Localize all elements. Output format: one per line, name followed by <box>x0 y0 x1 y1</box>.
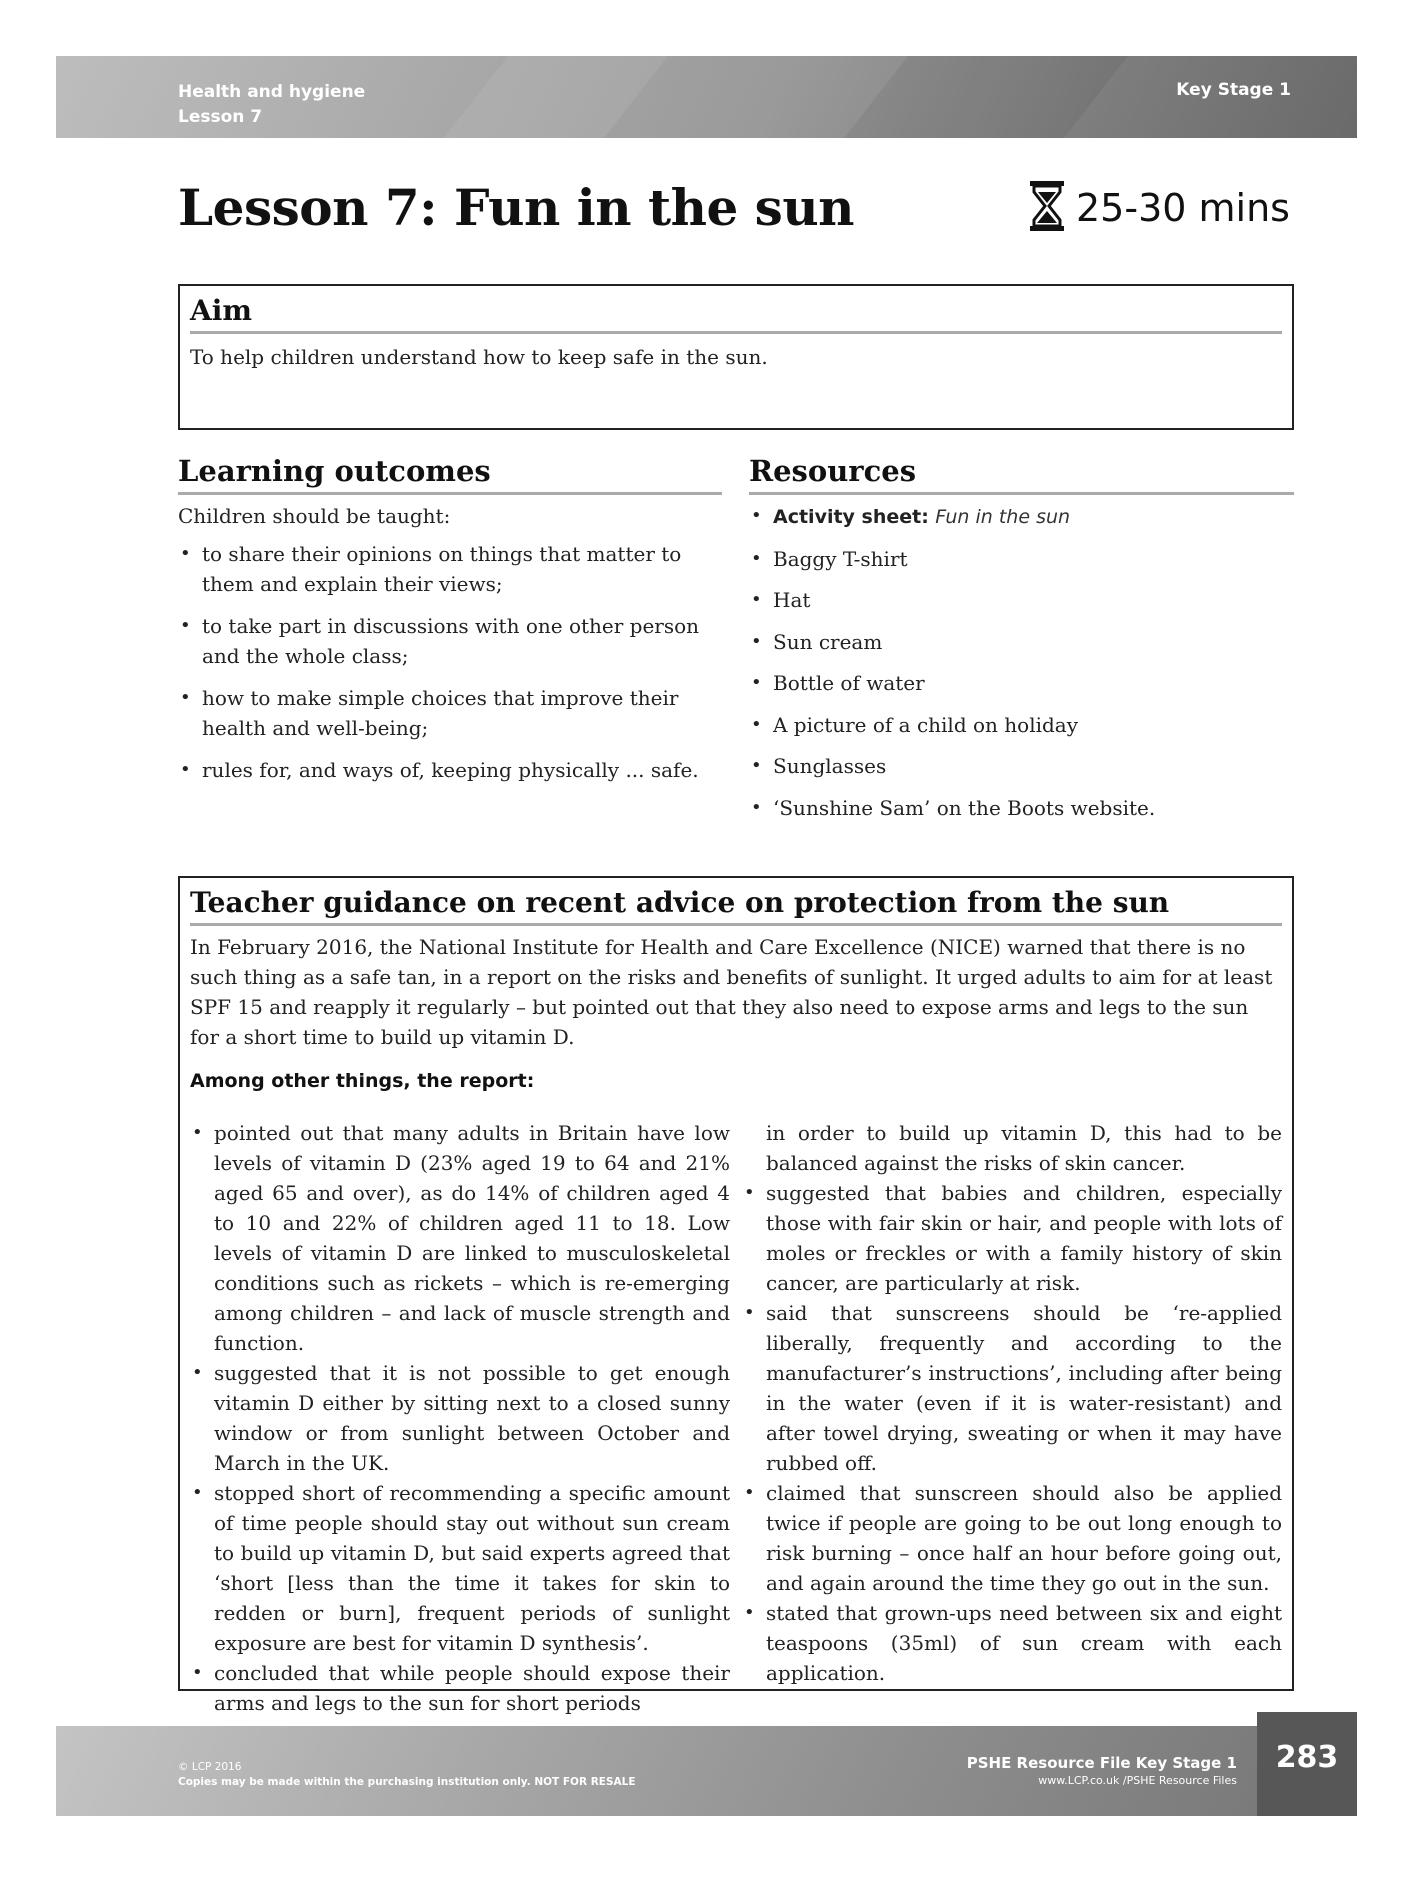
header-band <box>56 56 1357 138</box>
learning-outcomes-list <box>178 539 722 785</box>
teacher-guidance-box <box>178 876 1294 1715</box>
list-item <box>749 501 1294 532</box>
list-item: • how to make simple choices that improve their health and well-being; <box>178 683 722 743</box>
footer-product-block <box>967 1754 1237 1787</box>
learning-outcomes-section <box>178 454 722 797</box>
footer-band <box>56 1726 1257 1816</box>
activity-sheet-label: Activity sheet: <box>773 506 929 528</box>
footer-copyright-block <box>178 1760 636 1790</box>
aim-heading: Aim <box>190 294 1282 334</box>
list-item: • A picture of a child on holiday <box>749 710 1294 740</box>
list-item: • suggested that babies and children, especially those with fair skin or hair, and people with lots of moles or freckles or with a family history of skin cancer, are particularly at risk. <box>742 1178 1282 1298</box>
list-item: • Bottle of water <box>749 668 1294 698</box>
guidance-left-column <box>190 1118 730 1718</box>
activity-sheet-title: Fun in the sun <box>935 506 1071 528</box>
hourglass-icon <box>1028 180 1066 236</box>
guidance-heading: Teacher guidance on recent advice on protection from the sun <box>190 886 1282 926</box>
list-item: • Hat <box>749 585 1294 615</box>
duration <box>1028 180 1290 236</box>
list-item: • concluded that while people should expose their arms and legs to the sun for short periods <box>190 1658 730 1718</box>
aim-box <box>178 284 1294 430</box>
list-item: • Baggy T-shirt <box>749 544 1294 574</box>
list-item: • ‘Sunshine Sam’ on the Boots website. <box>749 793 1294 823</box>
header-key-stage: Key Stage 1 <box>1176 80 1291 100</box>
guidance-right-list <box>742 1178 1282 1688</box>
list-item: • rules for, and ways of, keeping physically ... safe. <box>178 755 722 785</box>
list-item: • Sun cream <box>749 627 1294 657</box>
header-topic-block <box>178 80 365 130</box>
guidance-subheading: Among other things, the report: <box>190 1070 535 1092</box>
list-item: • claimed that sunscreen should also be applied twice if people are going to be out long enough to risk burning – once half an hour before going out, and again around the time they go out in the sun. <box>742 1478 1282 1598</box>
page-number-box <box>1257 1712 1357 1816</box>
guidance-columns <box>190 1118 1282 1718</box>
list-item: • stopped short of recommending a specific amount of time people should stay out without sun cream to build up vitamin D, but said experts agreed that ‘short [less than the time it takes for skin to redden or burn], frequent periods of sunlight exposure are best for vitamin D synthesis’. <box>190 1478 730 1658</box>
list-item: • to take part in discussions with one other person and the whole class; <box>178 611 722 671</box>
header-topic: Health and hygiene <box>178 82 366 102</box>
guidance-right-column <box>742 1118 1282 1718</box>
resources-section <box>749 454 1294 834</box>
list-item: • stated that grown-ups need between six and eight teaspoons (35ml) of sun cream with each application. <box>742 1598 1282 1688</box>
guidance-left-list <box>190 1118 730 1718</box>
page-title: Lesson 7: Fun in the sun <box>178 178 855 237</box>
aim-text: To help children understand how to keep safe in the sun. <box>190 345 768 369</box>
list-item: • suggested that it is not possible to get enough vitamin D either by sitting next to a closed sunny window or from sunlight between October and March in the UK. <box>190 1358 730 1478</box>
resources-list <box>749 501 1294 823</box>
learning-outcomes-intro: Children should be taught: <box>178 504 451 528</box>
header-lesson: Lesson 7 <box>178 107 263 127</box>
page-number: 283 <box>1275 1740 1339 1775</box>
resources-heading: Resources <box>749 454 1294 495</box>
learning-outcomes-heading: Learning outcomes <box>178 454 722 495</box>
list-item: • to share their opinions on things that matter to them and explain their views; <box>178 539 722 599</box>
footer-product: PSHE Resource File Key Stage 1 <box>966 1754 1237 1772</box>
list-item: • Sunglasses <box>749 751 1294 781</box>
list-item: • pointed out that many adults in Britain have low levels of vitamin D (23% aged 19 to 64 and 21% aged 65 and over), as do 14% of children aged 4 to 10 and 22% of children aged 11 to 18. Low levels of vitamin D are linked to musculoskeletal conditions such as rickets – which is re-emerging among children – and lack of muscle strength and function. <box>190 1118 730 1358</box>
footer-notice: Copies may be made within the purchasing institution only. NOT FOR RESALE <box>178 1776 636 1788</box>
footer-url: www.LCP.co.uk /PSHE Resource Files <box>1038 1774 1237 1787</box>
list-item: • said that sunscreens should be ‘re-applied liberally, frequently and according to the manufacturer’s instructions’, including after being in the water (even if it is water-resistant) and after towel drying, sweating or when it may have rubbed off. <box>742 1298 1282 1478</box>
duration-label: 25-30 mins <box>1076 186 1290 230</box>
guidance-intro: In February 2016, the National Institute for Health and Care Excellence (NICE) warned that there is no such thing as a safe tan, in a report on the risks and benefits of sunlight. It urged adults to aim for at least SPF 15 and reapply it regularly – but pointed out that they also need to expose arms and legs to the sun for a short time to build up vitamin D. <box>190 935 1273 1049</box>
guidance-continuation: in order to build up vitamin D, this had to be balanced against the risks of skin cancer. <box>766 1121 1282 1175</box>
footer-copyright: © LCP 2016 <box>178 1761 242 1773</box>
